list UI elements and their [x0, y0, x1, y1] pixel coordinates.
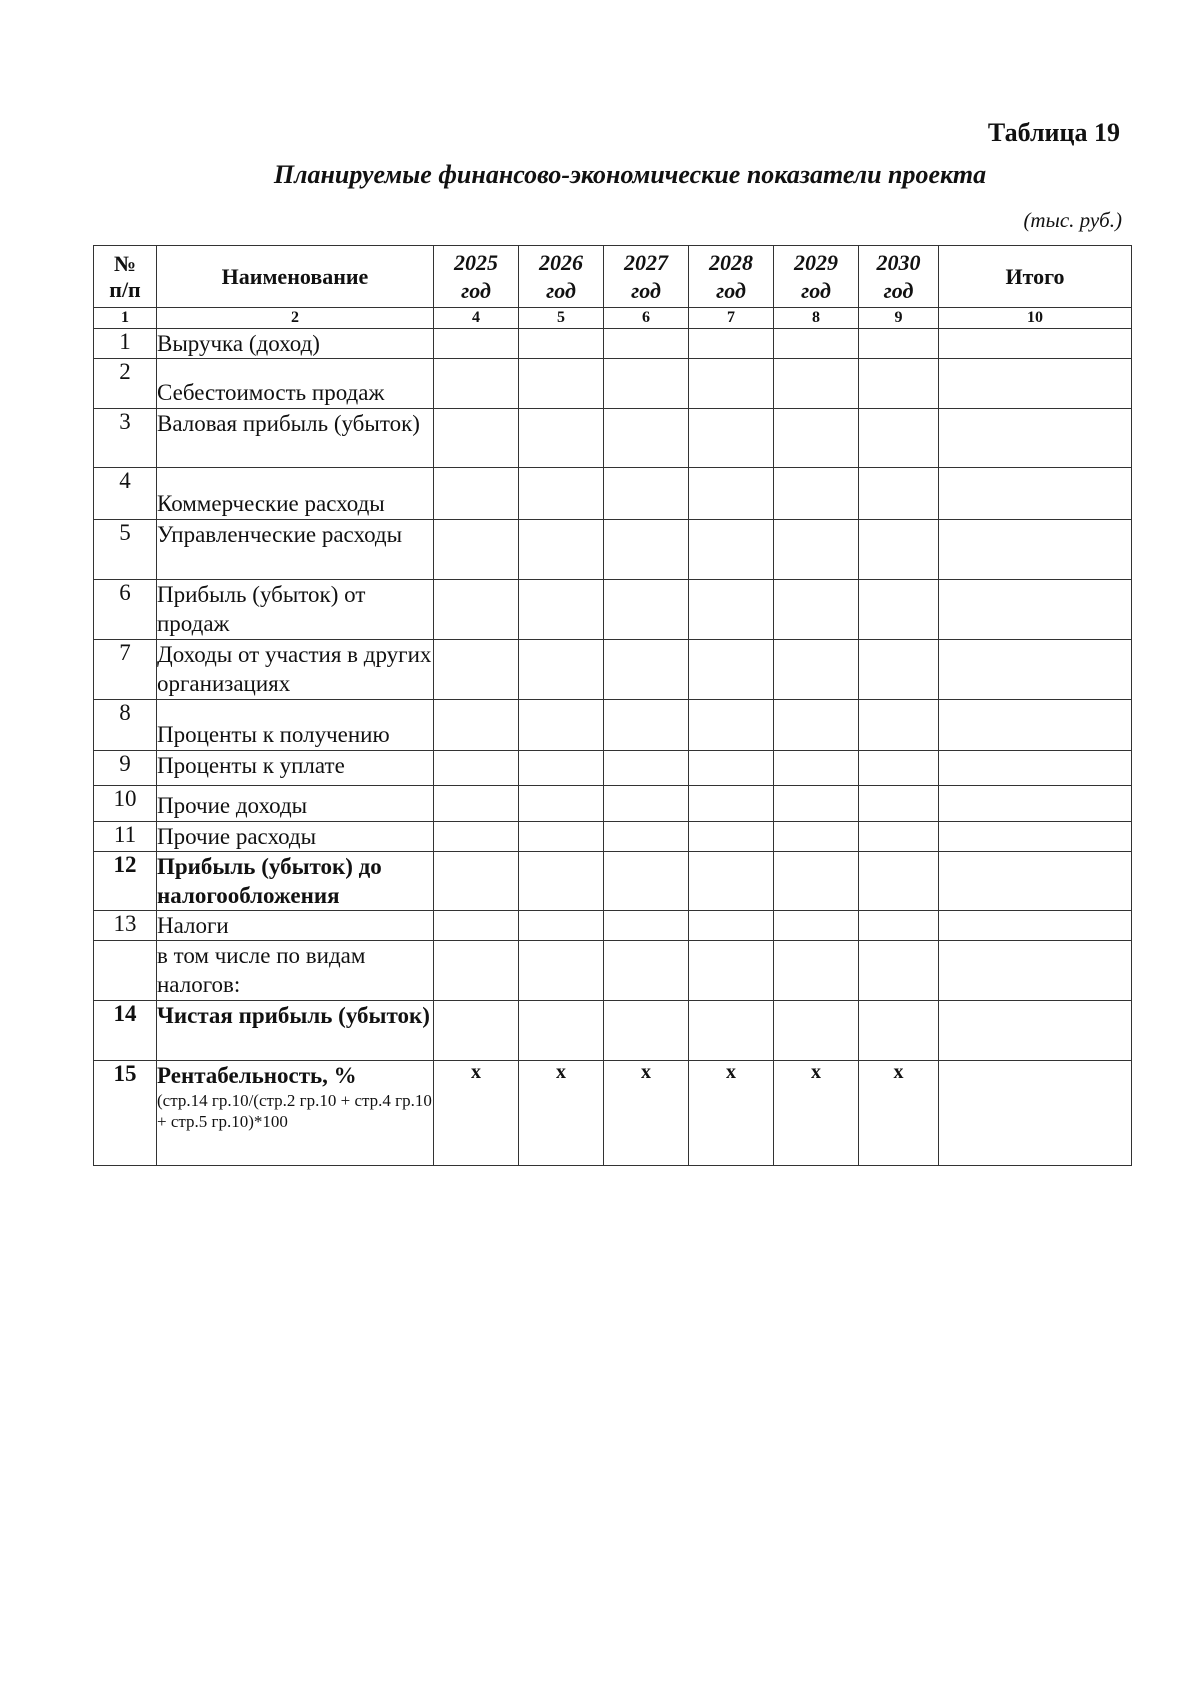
value-cell	[519, 329, 604, 359]
column-header-number-line1: №	[113, 250, 137, 276]
value-cell	[434, 409, 519, 468]
value-cell	[519, 911, 604, 941]
total-cell	[939, 852, 1132, 911]
value-cell	[774, 751, 859, 786]
value-cell	[434, 329, 519, 359]
year-label: 2026	[539, 249, 583, 275]
row-name: Проценты к получению	[157, 700, 434, 751]
table-row	[94, 329, 1132, 359]
year-label: 2027	[624, 249, 668, 275]
row-name: Валовая прибыль (убыток)	[157, 409, 434, 468]
value-cell	[519, 941, 604, 1001]
value-cell	[859, 359, 939, 409]
value-cell	[774, 786, 859, 822]
value-cell	[434, 911, 519, 941]
total-cell	[939, 580, 1132, 640]
column-header-year	[604, 246, 689, 308]
value-cell	[859, 640, 939, 700]
value-cell	[604, 751, 689, 786]
value-cell	[519, 822, 604, 852]
value-cell	[774, 409, 859, 468]
value-cell	[859, 329, 939, 359]
value-cell	[519, 580, 604, 640]
value-cell	[689, 822, 774, 852]
value-cell	[434, 786, 519, 822]
value-cell	[604, 520, 689, 580]
year-suffix: год	[801, 277, 831, 303]
value-cell	[519, 751, 604, 786]
value-cell	[519, 468, 604, 520]
value-cell	[604, 1001, 689, 1061]
column-number: 6	[604, 308, 689, 329]
value-cell	[859, 1001, 939, 1061]
value-cell	[689, 911, 774, 941]
value-cell	[434, 852, 519, 911]
column-number: 2	[157, 308, 434, 329]
total-cell	[939, 700, 1132, 751]
na-mark: x	[519, 1061, 604, 1166]
value-cell	[689, 468, 774, 520]
na-mark: x	[434, 1061, 519, 1166]
value-cell	[774, 852, 859, 911]
header-row	[94, 246, 1132, 308]
value-cell	[604, 409, 689, 468]
value-cell	[774, 1001, 859, 1061]
profitability-formula: (стр.14 гр.10/(стр.2 гр.10 + стр.4 гр.10 + стр.5 гр.10)*100	[157, 1091, 432, 1131]
total-cell	[939, 359, 1132, 409]
column-number-row	[94, 308, 1132, 329]
value-cell	[434, 520, 519, 580]
column-number: 4	[434, 308, 519, 329]
value-cell	[774, 640, 859, 700]
column-number: 7	[689, 308, 774, 329]
value-cell	[689, 852, 774, 911]
na-mark: x	[604, 1061, 689, 1166]
total-cell	[939, 751, 1132, 786]
value-cell	[434, 822, 519, 852]
column-header-year	[689, 246, 774, 308]
value-cell	[859, 822, 939, 852]
column-header-name: Наименование	[157, 246, 434, 308]
year-suffix: год	[631, 277, 661, 303]
value-cell	[859, 468, 939, 520]
table-row	[94, 700, 1132, 751]
value-cell	[519, 640, 604, 700]
year-suffix: год	[546, 277, 576, 303]
value-cell	[604, 580, 689, 640]
value-cell	[774, 700, 859, 751]
value-cell	[519, 786, 604, 822]
table-row	[94, 822, 1132, 852]
year-suffix: год	[716, 277, 746, 303]
year-label: 2030	[876, 249, 921, 275]
value-cell	[859, 520, 939, 580]
value-cell	[604, 786, 689, 822]
row-number: 15	[94, 1061, 157, 1166]
value-cell	[774, 329, 859, 359]
table-row	[94, 1001, 1132, 1061]
row-name: Прочие доходы	[157, 786, 434, 822]
row-name: Прибыль (убыток) от продаж	[157, 580, 434, 640]
column-number: 10	[939, 308, 1132, 329]
value-cell	[774, 468, 859, 520]
row-name: Налоги	[157, 911, 434, 941]
value-cell	[774, 580, 859, 640]
total-cell	[939, 520, 1132, 580]
value-cell	[519, 409, 604, 468]
financial-indicators-table	[93, 245, 1132, 1166]
value-cell	[434, 1001, 519, 1061]
value-cell	[434, 468, 519, 520]
column-header-year	[434, 246, 519, 308]
total-cell	[939, 941, 1132, 1001]
value-cell	[434, 941, 519, 1001]
value-cell	[604, 468, 689, 520]
row-name: Себестоимость продаж	[157, 359, 434, 409]
table-row	[94, 852, 1132, 911]
year-label: 2028	[709, 249, 753, 275]
total-cell	[939, 786, 1132, 822]
table-row	[94, 1061, 1132, 1166]
total-cell	[939, 1001, 1132, 1061]
row-number: 14	[94, 1001, 157, 1061]
year-suffix: год	[883, 277, 914, 303]
value-cell	[604, 700, 689, 751]
column-number: 9	[859, 308, 939, 329]
total-cell	[939, 911, 1132, 941]
value-cell	[519, 359, 604, 409]
value-cell	[434, 359, 519, 409]
value-cell	[519, 520, 604, 580]
na-mark: x	[689, 1061, 774, 1166]
year-label: 2025	[454, 249, 498, 275]
row-name: Доходы от участия в других организациях	[157, 640, 434, 700]
table-number: Таблица 19	[987, 118, 1120, 147]
value-cell	[859, 751, 939, 786]
row-name: Коммерческие расходы	[157, 468, 434, 520]
row-number: 13	[94, 911, 157, 941]
value-cell	[604, 640, 689, 700]
value-cell	[774, 520, 859, 580]
column-header-number-line2: п/п	[109, 276, 141, 302]
row-name	[157, 1061, 434, 1166]
row-number: 1	[94, 329, 157, 359]
units-note: (тыс. руб.)	[1023, 208, 1122, 232]
value-cell	[689, 409, 774, 468]
row-name: в том числе по видам налогов:	[157, 941, 434, 1001]
column-header-number	[94, 246, 157, 308]
table-row	[94, 751, 1132, 786]
value-cell	[859, 941, 939, 1001]
row-number	[94, 941, 157, 1001]
table-row	[94, 468, 1132, 520]
row-number: 2	[94, 359, 157, 409]
value-cell	[604, 911, 689, 941]
row-name: Чистая прибыль (убыток)	[157, 1001, 434, 1061]
document-title: Планируемые финансово-экономические показатели проекта	[273, 160, 987, 189]
value-cell	[859, 700, 939, 751]
total-cell	[939, 1061, 1132, 1166]
value-cell	[604, 941, 689, 1001]
value-cell	[434, 580, 519, 640]
row-name-label: Рентабельность, %	[157, 1063, 357, 1088]
row-number: 11	[94, 822, 157, 852]
value-cell	[774, 941, 859, 1001]
value-cell	[434, 700, 519, 751]
row-number: 5	[94, 520, 157, 580]
column-number: 1	[94, 308, 157, 329]
value-cell	[689, 580, 774, 640]
value-cell	[519, 1001, 604, 1061]
value-cell	[859, 580, 939, 640]
table-row	[94, 786, 1132, 822]
value-cell	[604, 329, 689, 359]
table-row	[94, 911, 1132, 941]
row-name: Выручка (доход)	[157, 329, 434, 359]
value-cell	[859, 786, 939, 822]
year-label: 2029	[794, 249, 838, 275]
total-cell	[939, 409, 1132, 468]
value-cell	[604, 852, 689, 911]
total-cell	[939, 640, 1132, 700]
row-number: 3	[94, 409, 157, 468]
value-cell	[859, 409, 939, 468]
row-number: 10	[94, 786, 157, 822]
row-number: 12	[94, 852, 157, 911]
value-cell	[434, 640, 519, 700]
row-name: Управленческие расходы	[157, 520, 434, 580]
value-cell	[774, 359, 859, 409]
total-cell	[939, 329, 1132, 359]
row-name: Прибыль (убыток) до налогообложения	[157, 852, 434, 911]
value-cell	[689, 751, 774, 786]
row-number: 8	[94, 700, 157, 751]
row-name: Прочие расходы	[157, 822, 434, 852]
value-cell	[774, 822, 859, 852]
column-number: 5	[519, 308, 604, 329]
row-number: 6	[94, 580, 157, 640]
value-cell	[859, 852, 939, 911]
column-number: 8	[774, 308, 859, 329]
total-cell	[939, 822, 1132, 852]
na-mark: x	[859, 1061, 939, 1166]
value-cell	[604, 359, 689, 409]
value-cell	[689, 640, 774, 700]
na-mark: x	[774, 1061, 859, 1166]
table-row	[94, 409, 1132, 468]
table-row	[94, 640, 1132, 700]
row-number: 4	[94, 468, 157, 520]
row-number: 7	[94, 640, 157, 700]
column-header-total: Итого	[939, 246, 1132, 308]
value-cell	[604, 822, 689, 852]
column-header-year	[519, 246, 604, 308]
table-row	[94, 520, 1132, 580]
value-cell	[689, 520, 774, 580]
table-row	[94, 941, 1132, 1001]
value-cell	[519, 852, 604, 911]
row-name: Проценты к уплате	[157, 751, 434, 786]
value-cell	[689, 700, 774, 751]
total-cell	[939, 468, 1132, 520]
value-cell	[774, 911, 859, 941]
value-cell	[519, 700, 604, 751]
column-header-year	[859, 246, 939, 308]
value-cell	[689, 329, 774, 359]
column-header-year	[774, 246, 859, 308]
value-cell	[689, 941, 774, 1001]
value-cell	[434, 751, 519, 786]
value-cell	[689, 359, 774, 409]
row-number: 9	[94, 751, 157, 786]
value-cell	[689, 786, 774, 822]
table-row	[94, 359, 1132, 409]
value-cell	[689, 1001, 774, 1061]
value-cell	[859, 911, 939, 941]
year-suffix: год	[461, 277, 491, 303]
table-row	[94, 580, 1132, 640]
